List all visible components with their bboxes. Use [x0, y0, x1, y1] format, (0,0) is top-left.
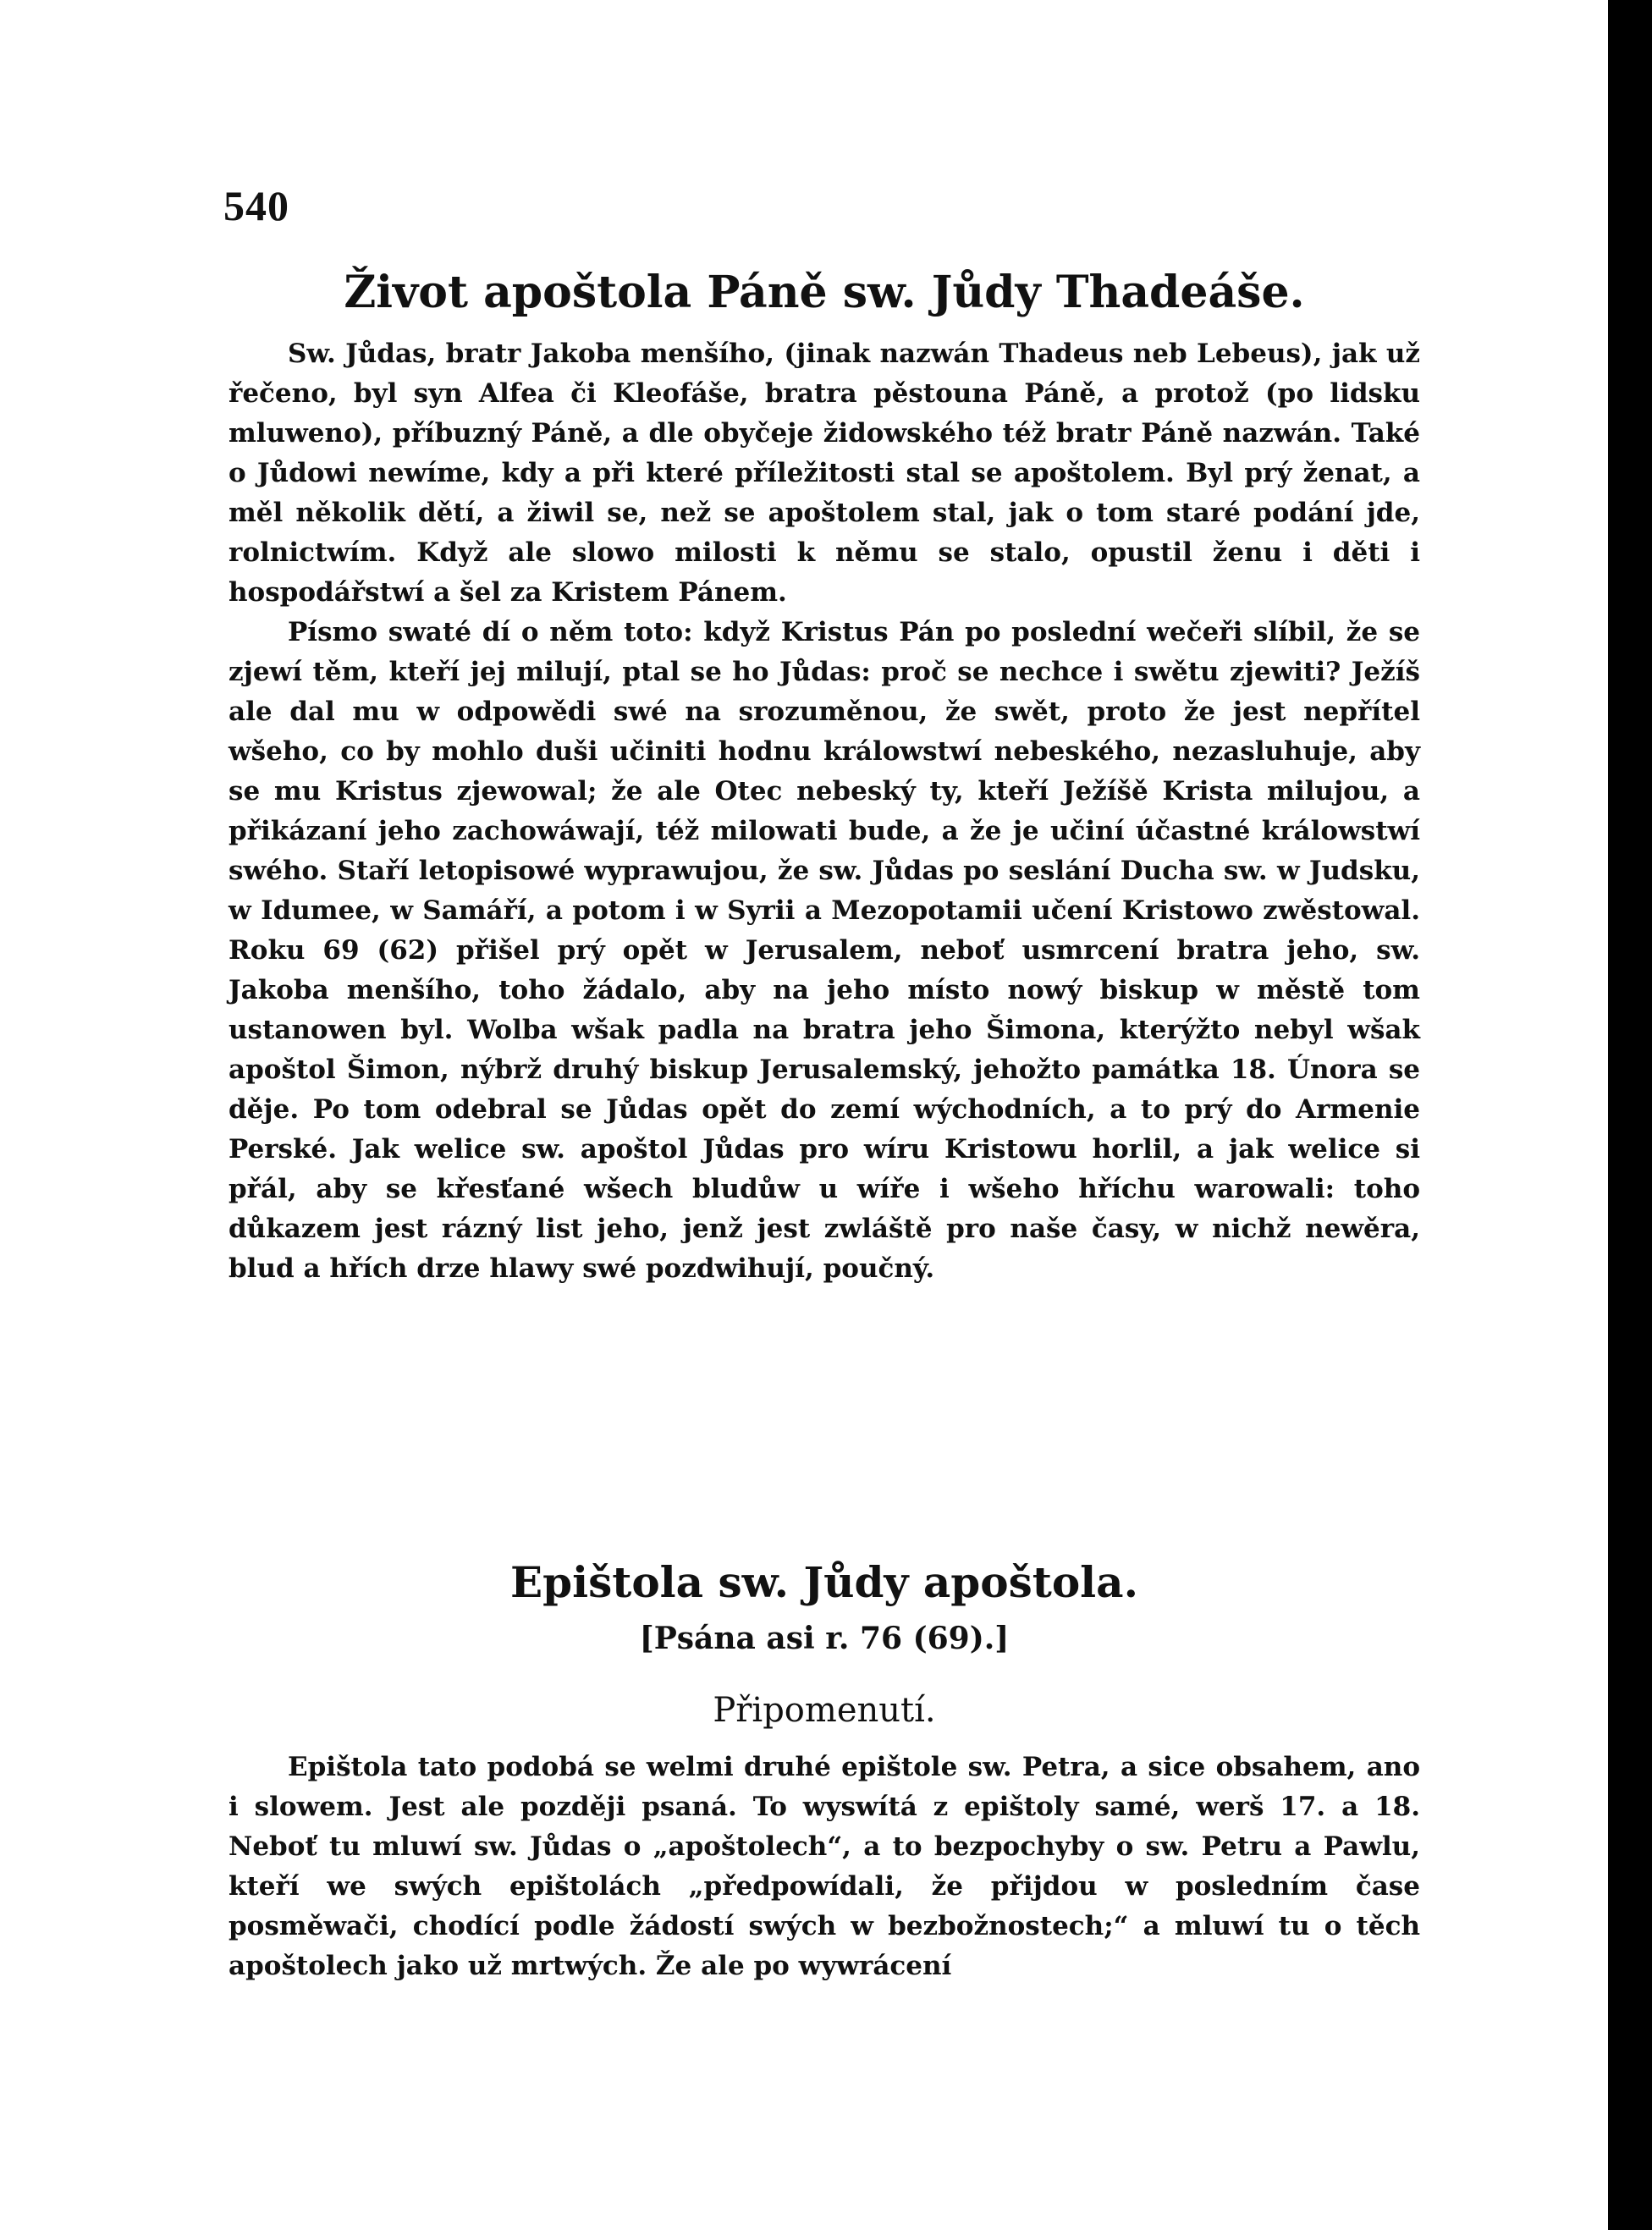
page-number: 540	[223, 182, 289, 229]
intro-paragraph-2: Písmo swaté dí o něm toto: když Kristus Pán po poslední wečeři slíbil, že se zjewí těm, kteří jej milují, ptal se ho Jůdas: proč se nechce i swětu zjewiti? Ježíš ale dal mu w odpowědi swé na srozuměnou, že swět, proto že jest nepřítel wšeho, co by mohlo duši učiniti hodnu králowstwí nebeského, nezasluhuje, aby se mu Kristus zjewowal; že ale Otec nebeský ty, kteří Ježíšě Krista milujou, a přikázaní jeho zachowáwají, též milowati bude, a že je učiní účastné králowstwí swého. Staří letopisowé wyprawujou, že sw. Jůdas po seslání Ducha sw. w Judsku, w Idumee, w Samáří, a potom i w Syrii a Mezopotamii učení Kristowo zwěstowal. Roku 69 (62) přišel prý opět w Jerusalem, neboť usmrcení bratra jeho, sw. Jakoba menšího, toho žádalo, aby na jeho místo nowý biskup w městě tom ustanowen byl. Wolba wšak padla na bratra jeho Šimona, kterýžto nebyl wšak apoštol Šimon, nýbrž druhý biskup Jerusalemský, jehožto památka 18. Února se děje. Po tom odebral se Jůdas opět do zemí wýchodních, a to prý do Armenie Perské. Jak welice sw. apoštol Jůdas pro wíru Kristowu horlil, a jak welice si přál, aby se křesťané wšech bludůw u wíře i wšeho hříchu warowali: toho důkazem jest rázný list jeho, jenž jest zwláště pro naše časy, w nichž newěra, blud a hřích drze hlawy swé pozdwihují, poučný.	[229, 617, 1420, 1284]
intro-paragraph-1: Sw. Jůdas, bratr Jakoba menšího, (jinak nazwán Thadeus neb Lebeus), jak už řečeno, byl syn Alfea či Kleofáše, bratra pěstouna Páně, a protož (po lidsku mluweno), příbuzný Páně, a dle obyčeje židowského též bratr Páně nazwán. Také o Jůdowi newíme, kdy a při které příležitosti stal se apoštolem. Byl prý ženat, a měl několik dětí, a žiwil se, než se apoštolem stal, jak o tom staré podání jde, rolnictwím. Když ale slowo milosti k němu se stalo, opustil ženu i děti i hospodářstwí a šel za Kristem Pánem.	[229, 339, 1420, 608]
epistle-title: Epištola sw. Jůdy apoštola.	[510, 1557, 1138, 1607]
reminder-text-block	[229, 1748, 1420, 1986]
chapter-title: Život apoštola Páně sw. Jůdy Thadeáše.	[344, 267, 1305, 318]
intro-text	[229, 334, 1420, 1289]
reminder-paragraph: Epištola tato podobá se welmi druhé epištole sw. Petra, a sice obsahem, ano i slowem. Jest ale později psaná. To wyswítá z epištoly samé, werš 17. a 18. Neboť tu mluwí sw. Jůdas o „apoštolech“, a to bezpochyby o sw. Petru a Pawlu, kteří we swých epištolách „předpowídali, že přijdou w posledním čase posměwači, chodící podle žádostí swých w bezbožnostech;“ a mluwí tu o těch apoštolech jako už mrtwých. Že ale po wywrácení	[229, 1752, 1420, 1981]
reminder-heading: Připomenutí.	[713, 1691, 936, 1730]
epistle-subtitle: [Psána asi r. 76 (69).]	[639, 1621, 1010, 1656]
